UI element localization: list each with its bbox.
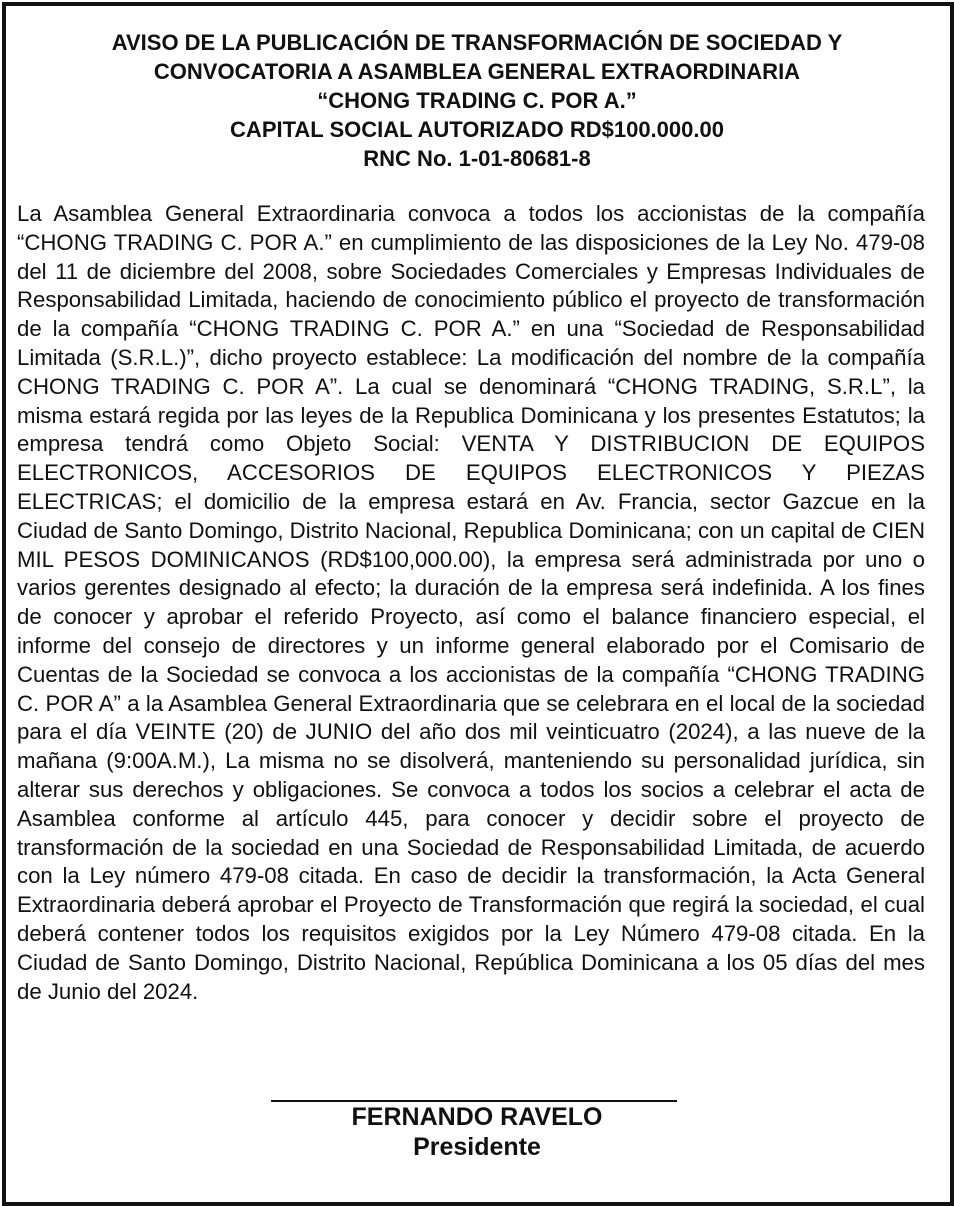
signature-block xyxy=(0,1102,954,1162)
title-line-1: AVISO DE LA PUBLICACIÓN DE TRANSFORMACIÓN DE SOCIEDAD Y xyxy=(111,30,843,55)
notice-title xyxy=(20,28,934,173)
signatory-role: Presidente xyxy=(413,1133,541,1161)
notice-body: La Asamblea General Extraordinaria convoca a todos los accionistas de la compañía “CHONG TRADING C. POR A.” en cumplimiento de las disposiciones de la Ley No. 479-08 del 11 de diciembre del 2008, sobre Sociedades Comerciales y Empresas Individuales de Responsabilidad Limitada, haciendo de conocimiento público el proyecto de transformación de la compañía “CHONG TRADING C. POR A.” en una “Sociedad de Responsabilidad Limitada (S.R.L.)”, dicho proyecto establece: La modificación del nombre de la compañía CHONG TRADING C. POR A”. La cual se denominará “CHONG TRADING, S.R.L”, la misma estará regida por las leyes de la Republica Dominicana y los presentes Estatutos; la empresa tendrá como Objeto Social: VENTA Y DISTRIBUCION DE EQUIPOS ELECTRONICOS, ACCESORIOS DE EQUIPOS ELECTRONICOS Y PIEZAS ELECTRICAS; el domicilio de la empresa estará en Av. Francia, sector Gazcue en la Ciudad de Santo Domingo, Distrito Nacional, Republica Dominicana; con un capital de CIEN MIL PESOS DOMINICANOS (RD$100,000.00), la empresa será administrada por uno o varios gerentes designado al efecto; la duración de la empresa será indefinida. A los fines de conocer y aprobar el referido Proyecto, así como el balance financiero especial, el informe del consejo de directores y un informe general elaborado por el Comisario de Cuentas de la Sociedad se convoca a los accionistas de la compañía “CHONG TRADING C. POR A” a la Asamblea General Extraordinaria que se celebrara en el local de la sociedad para el día VEINTE (20) de JUNIO del año dos mil veinticuatro (2024), a las nueve de la mañana (9:00A.M.), La misma no se disolverá, manteniendo su personalidad jurídica, sin alterar sus derechos y obligaciones. Se convoca a todos los socios a celebrar el acta de Asamblea conforme al artículo 445, para conocer y decidir sobre el proyecto de transformación de la sociedad en una Sociedad de Responsabilidad Limitada, de acuerdo con la Ley número 479-08 citada. En caso de decidir la transformación, la Acta General Extraordinaria deberá aprobar el Proyecto de Transformación que regirá la sociedad, el cual deberá contener todos los requisitos exigidos por la Ley Número 479-08 citada. En la Ciudad de Santo Domingo, Distrito Nacional, República Dominicana a los 05 días del mes de Junio del 2024. xyxy=(17,201,925,1004)
authorized-capital-heading: CAPITAL SOCIAL AUTORIZADO RD$100.000.00 xyxy=(230,117,724,142)
company-name-heading: “CHONG TRADING C. POR A.” xyxy=(317,88,637,113)
rnc-heading: RNC No. 1-01-80681-8 xyxy=(363,146,591,171)
title-line-2: CONVOCATORIA A ASAMBLEA GENERAL EXTRAORDINARIA xyxy=(153,59,801,84)
signatory-name: FERNANDO RAVELO xyxy=(351,1103,603,1131)
